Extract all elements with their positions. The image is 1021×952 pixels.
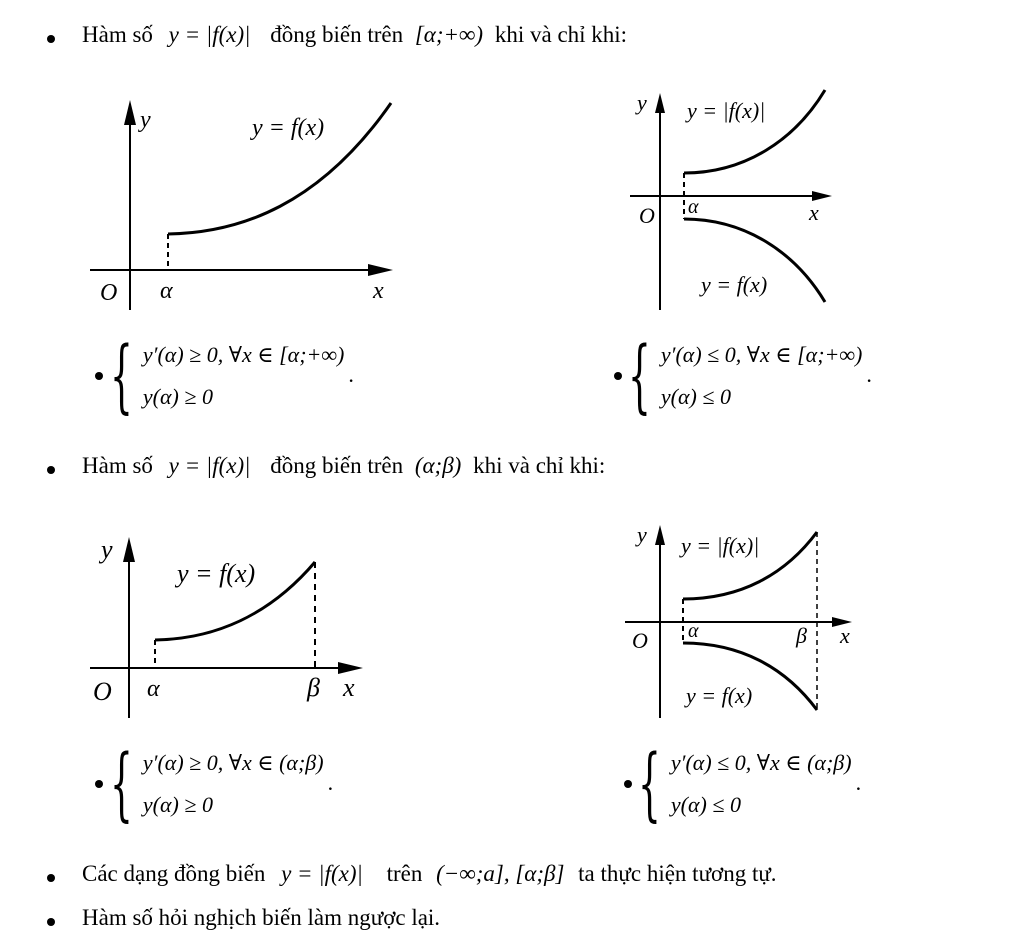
cond-1-brace: { [110,329,133,422]
bullet-dot-2 [47,466,55,474]
fig2-curve-top-label: y = |f(x)| [687,98,766,123]
fig1-xlabel: x [373,278,384,304]
fig1-ylabel: y [140,107,151,133]
condition-3 [110,737,334,830]
fig2-alpha: α [688,196,699,218]
fig2-curve-bottom-label: y = f(x) [701,272,768,297]
figure-1 [80,95,410,310]
cond-1-line2: y(α) ≥ 0 [142,384,213,409]
fig3-alpha: α [147,676,160,702]
cond-4-line1: y′(α) ≤ 0, ∀x ∈ (α;β) [670,750,852,775]
fig3-y-arrow [123,537,135,562]
bullet-dot-1 [47,35,55,43]
bullet-2 [82,453,605,479]
cond-2-line1: y′(α) ≤ 0, ∀x ∈ [α;+∞) [660,342,863,367]
bullet-3-mid: trên [386,861,423,886]
figure-4 [620,515,865,720]
bullet-3 [82,861,777,887]
fig2-y-arrow [655,93,665,113]
fig2-origin: O [639,203,655,228]
cond-4-line2: y(α) ≤ 0 [670,792,741,817]
bullet-2-interval: (α;β) [414,453,462,478]
bullet-1 [82,22,627,48]
bullet-1-interval: [α;+∞) [414,22,484,47]
fig1-curve-label: y = f(x) [252,115,325,141]
figure-2 [625,85,840,310]
fig1-x-arrow [368,264,393,276]
cond-3-brace: { [110,737,133,830]
bullet-2-pre: Hàm số [82,453,153,478]
bullet-2-post: khi và chỉ khi: [473,453,606,478]
bullet-1-formula: y = |f(x)| [168,22,251,47]
fig3-beta: β [307,673,320,702]
cond-3-line2: y(α) ≥ 0 [142,792,213,817]
cond-4-brace: { [638,737,661,830]
figure-3 [85,530,385,720]
cond-3-period: . [327,770,334,795]
bullet-3-formula: y = |f(x)| [281,861,363,886]
cond-1-line1: y′(α) ≥ 0, ∀x ∈ [α;+∞) [142,342,345,367]
fig4-xlabel: x [840,623,850,648]
cond-2-line2: y(α) ≤ 0 [660,384,731,409]
bullet-dot-3 [47,874,55,882]
fig3-xlabel: x [343,673,355,702]
cond-2-period: . [866,362,872,387]
bullet-4-text: Hàm số hỏi nghịch biến làm ngược lại. [82,905,441,930]
cond-2-brace: { [628,329,651,422]
fig4-curve-top-label: y = |f(x)| [681,533,760,558]
fig4-origin: O [632,628,648,653]
cond-3-line1: y′(α) ≥ 0, ∀x ∈ (α;β) [142,750,324,775]
fig4-y-arrow [655,525,665,545]
condition-1 [110,329,354,422]
fig4-alpha: α [688,620,699,642]
bullet-3-post: ta thực hiện tương tự. [578,861,777,886]
cond-dot-4 [624,780,632,788]
bullet-2-formula: y = |f(x)| [168,453,251,478]
condition-4 [638,737,862,830]
fig3-curve-label: y = f(x) [177,559,256,588]
condition-2 [628,329,872,422]
cond-dot-3 [95,780,103,788]
bullet-1-post: khi và chỉ khi: [494,22,628,47]
bullet-1-mid: đồng biến trên [270,22,404,47]
fig1-alpha: α [160,278,173,304]
fig2-xlabel: x [809,200,819,225]
fig4-curve-bottom-label: y = f(x) [686,683,753,708]
cond-dot-1 [95,372,103,380]
cond-dot-2 [614,372,622,380]
fig4-beta: β [796,623,807,648]
bullet-1-pre: Hàm số [82,22,153,47]
fig2-ylabel: y [637,90,647,115]
fig4-ylabel: y [637,522,647,547]
bullet-3-interval: (−∞;a], [α;β] [436,861,565,886]
fig3-ylabel: y [101,535,113,564]
bullet-dot-4 [47,918,55,926]
fig3-origin: O [93,677,112,706]
fig1-origin: O [100,280,118,306]
cond-1-period: . [348,362,354,387]
fig1-y-arrow [124,100,136,125]
cond-4-period: . [855,770,862,795]
bullet-2-mid: đồng biến trên [270,453,404,478]
bullet-3-pre: Các dạng đồng biến [82,861,266,886]
bullet-4 [82,905,440,931]
